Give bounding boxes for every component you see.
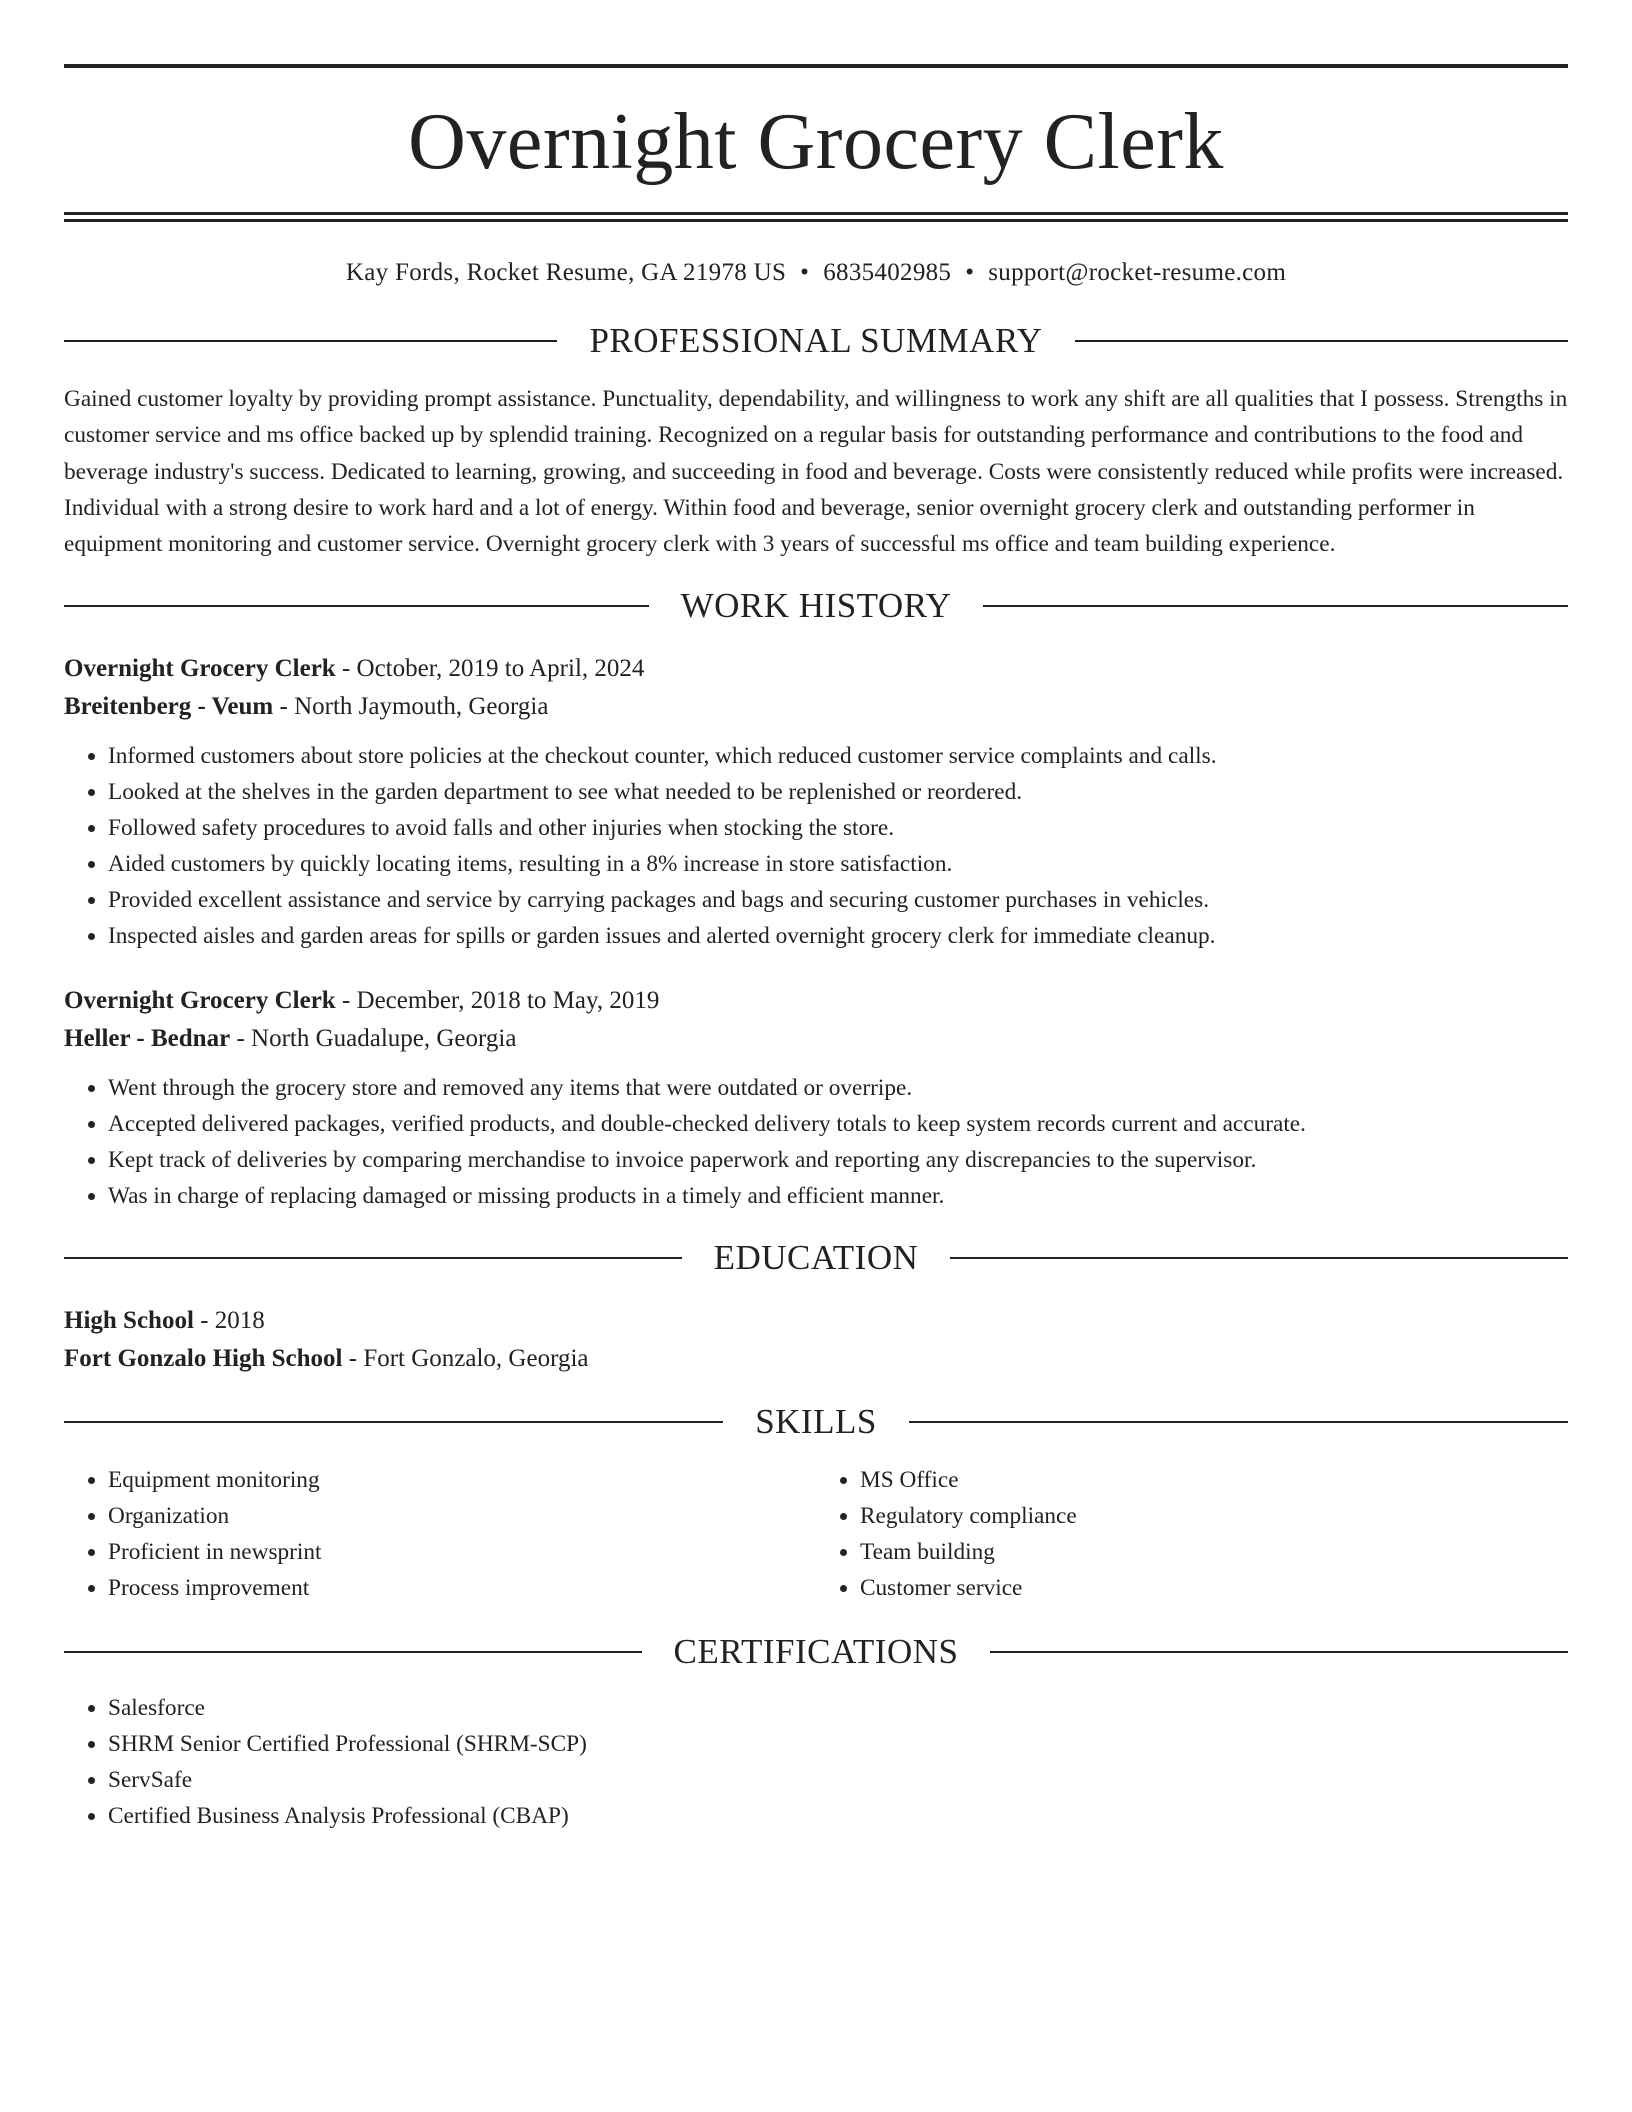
- section-heading-summary: [64, 321, 1568, 361]
- education-entry: [64, 1302, 1568, 1378]
- list-item: • Followed safety procedures to avoid falls and other injuries when stocking the store.: [108, 810, 1568, 846]
- list-item: • Aided customers by quickly locating items, resulting in a 8% increase in store satisfaction.: [108, 846, 1568, 882]
- job-dates: December, 2018 to May, 2019: [356, 987, 660, 1015]
- job-company-line: Heller - Bednar - North Guadalupe, Georgia: [64, 1025, 517, 1053]
- list-item: • Accepted delivered packages, verified products, and double-checked delivery totals to keep system records current and accurate.: [108, 1106, 1568, 1142]
- job-bullets: [64, 738, 1568, 954]
- job-bullets: [64, 1070, 1568, 1214]
- section-heading-skills: [64, 1402, 1568, 1442]
- list-item: • Certified Business Analysis Professional (CBAP): [108, 1798, 1568, 1834]
- list-item: • Provided excellent assistance and service by carrying packages and bags and securing customer purchases in vehicles.: [108, 882, 1568, 918]
- job-entry: [64, 982, 1568, 1214]
- contact-separator: •: [800, 259, 810, 286]
- heading-rule-right: [909, 1421, 1568, 1423]
- list-item: • Process improvement: [108, 1570, 816, 1606]
- education-year: 2018: [214, 1307, 265, 1335]
- contact-line: [64, 259, 1568, 287]
- heading-rule-right: [983, 605, 1568, 607]
- section-heading-work-history: [64, 586, 1568, 626]
- heading-rule-right: [1075, 340, 1568, 342]
- list-item: • Kept track of deliveries by comparing merchandise to invoice paperwork and reporting any discrepancies to the supervisor.: [108, 1142, 1568, 1178]
- job-dates: October, 2019 to April, 2024: [356, 655, 645, 683]
- list-item: • Regulatory compliance: [860, 1498, 1568, 1534]
- education-school: Fort Gonzalo High School: [64, 1345, 343, 1373]
- list-item: • Informed customers about store policies at the checkout counter, which reduced customer service complaints and calls.: [108, 738, 1568, 774]
- list-item: • SHRM Senior Certified Professional (SHRM-SCP): [108, 1726, 1568, 1762]
- list-item: • Team building: [860, 1534, 1568, 1570]
- list-item: • Inspected aisles and garden areas for spills or garden issues and alerted overnight grocery clerk for immediate cleanup.: [108, 918, 1568, 954]
- list-item: • Equipment monitoring: [108, 1462, 816, 1498]
- heading-rule-left: [64, 1421, 723, 1423]
- list-item: • Went through the grocery store and removed any items that were outdated or overripe.: [108, 1070, 1568, 1106]
- contact-address: Kay Fords, Rocket Resume, GA 21978 US: [345, 259, 787, 286]
- list-item: • Salesforce: [108, 1690, 1568, 1726]
- job-title-line: Overnight Grocery Clerk - October, 2019 to April, 2024: [64, 655, 645, 683]
- heading-rule-left: [64, 1257, 682, 1259]
- list-item: • MS Office: [860, 1462, 1568, 1498]
- heading-rule-right: [990, 1651, 1568, 1653]
- skills-grid: [64, 1462, 1568, 1606]
- skills-column-right: [816, 1462, 1568, 1606]
- job-location: North Guadalupe, Georgia: [251, 1025, 517, 1053]
- contact-separator: •: [965, 259, 975, 286]
- section-heading-certifications: [64, 1632, 1568, 1672]
- section-heading-label: CERTIFICATIONS: [673, 1632, 959, 1672]
- heading-rule-left: [64, 605, 649, 607]
- job-title: Overnight Grocery Clerk: [64, 655, 336, 683]
- job-entry: [64, 650, 1568, 954]
- certifications-list: [64, 1690, 1568, 1834]
- education-school-line: Fort Gonzalo High School - Fort Gonzalo, Georgia: [64, 1345, 589, 1373]
- top-rule: [64, 64, 1568, 68]
- education-degree: High School: [64, 1307, 194, 1335]
- job-location: North Jaymouth, Georgia: [294, 693, 549, 721]
- education-location: Fort Gonzalo, Georgia: [363, 1345, 589, 1373]
- contact-email: support@rocket-resume.com: [988, 259, 1287, 286]
- section-heading-label: SKILLS: [755, 1402, 877, 1442]
- list-item: • Was in charge of replacing damaged or missing products in a timely and efficient manner.: [108, 1178, 1568, 1214]
- heading-rule-left: [64, 1651, 642, 1653]
- title-double-rule: [64, 212, 1568, 222]
- section-heading-label: WORK HISTORY: [680, 586, 952, 626]
- resume-title: Overnight Grocery Clerk: [408, 98, 1224, 186]
- contact-phone: 6835402985: [823, 259, 952, 286]
- list-item: • Organization: [108, 1498, 816, 1534]
- list-item: • Looked at the shelves in the garden department to see what needed to be replenished or reordered.: [108, 774, 1568, 810]
- heading-rule-left: [64, 340, 557, 342]
- job-company: Breitenberg - Veum: [64, 693, 274, 721]
- heading-rule-right: [950, 1257, 1568, 1259]
- list-item: • Customer service: [860, 1570, 1568, 1606]
- job-company: Heller - Bednar: [64, 1025, 231, 1053]
- list-item: • Proficient in newsprint: [108, 1534, 816, 1570]
- job-title-line: Overnight Grocery Clerk - December, 2018 to May, 2019: [64, 987, 660, 1015]
- education-degree-line: High School - 2018: [64, 1307, 265, 1335]
- summary-text: Gained customer loyalty by providing prompt assistance. Punctuality, dependability, and willingness to work any shift are all qualities that I possess. Strengths in customer service and ms office backed up by splendid training. Recognized on a regular basis for outstanding performance and contributions to the food and beverage industry's success. Dedicated to learning, growing, and succeeding in food and beverage. Costs were consistently reduced while profits were increased. Individual with a strong desire to work hard and a lot of energy. Within food and beverage, senior overnight grocery clerk and outstanding performer in equipment monitoring and customer service. Overnight grocery clerk with 3 years of successful ms office and team building experience.: [64, 386, 1568, 558]
- section-heading-label: EDUCATION: [713, 1238, 919, 1278]
- skills-column-left: [64, 1462, 816, 1606]
- section-heading-label: PROFESSIONAL SUMMARY: [589, 321, 1043, 360]
- job-company-line: Breitenberg - Veum - North Jaymouth, Georgia: [64, 693, 549, 721]
- job-title: Overnight Grocery Clerk: [64, 987, 336, 1015]
- section-heading-education: [64, 1238, 1568, 1278]
- list-item: • ServSafe: [108, 1762, 1568, 1798]
